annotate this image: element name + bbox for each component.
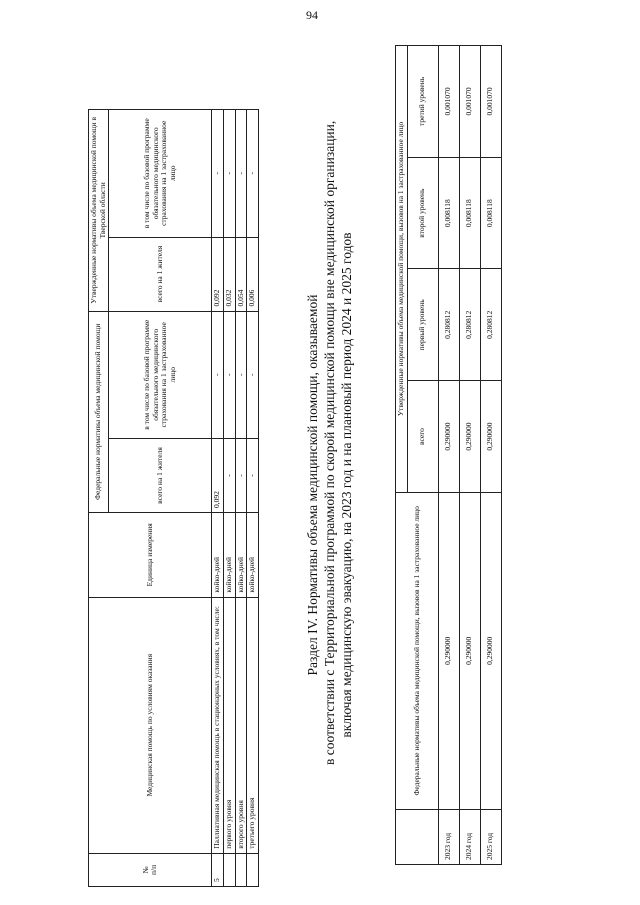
cell-total: 0,290000 bbox=[438, 381, 459, 493]
cell-federal: 0,290000 bbox=[459, 492, 480, 809]
cell-reg-total: 0,032 bbox=[223, 237, 235, 311]
table-row bbox=[438, 46, 459, 865]
cell-total: 0,290000 bbox=[480, 381, 501, 493]
cell-federal: 0,290000 bbox=[480, 492, 501, 809]
header-condition: Медицинская помощь по условиям оказания bbox=[89, 597, 212, 853]
cell-unit: койко-дней bbox=[235, 512, 247, 597]
header-level1: первый уровень bbox=[407, 269, 438, 381]
cell-level3: 0,001070 bbox=[459, 46, 480, 158]
section-title-line: включая медицинскую эвакуацию, на 2023 год и на плановый период 2024 и 2025 годов bbox=[338, 232, 354, 738]
section-title bbox=[305, 120, 356, 765]
cell-fed-basic: - bbox=[247, 311, 259, 439]
cell-fed-basic: - bbox=[212, 311, 224, 439]
section-title-line: Раздел IV. Нормативы объема медицинской помощи, оказываемой bbox=[305, 294, 320, 676]
header-regional-total: всего на 1 жителя bbox=[109, 237, 212, 311]
cell-level3: 0,001070 bbox=[438, 46, 459, 158]
table-row bbox=[459, 46, 480, 865]
cell-level1: 0,280812 bbox=[480, 269, 501, 381]
cell-fed-total: - bbox=[235, 439, 247, 513]
header-regional: Утвержденные нормативы объема медицинской помощи в Тверской области bbox=[89, 110, 109, 312]
cell-condition: второго уровня bbox=[235, 597, 247, 853]
cell-num: 5 bbox=[212, 853, 224, 886]
header-regional-basic: в том числе по базовой программе обязательного медицинского страхования на 1 застрахованное лицо bbox=[109, 110, 212, 238]
cell-year: 2025 год bbox=[480, 809, 501, 864]
cell-reg-total: 0,006 bbox=[247, 237, 259, 311]
cell-level3: 0,001070 bbox=[480, 46, 501, 158]
cell-fed-basic: - bbox=[235, 311, 247, 439]
header-unit: Единица измерения bbox=[89, 512, 212, 597]
page-number: 94 bbox=[306, 8, 318, 22]
header-year bbox=[396, 809, 439, 864]
table-row bbox=[235, 110, 247, 887]
table1-header-row bbox=[89, 110, 109, 887]
cell-reg-total: 0,054 bbox=[235, 237, 247, 311]
cell-reg-basic: - bbox=[212, 110, 224, 238]
cell-year: 2024 год bbox=[459, 809, 480, 864]
header-level2: второй уровень bbox=[407, 157, 438, 269]
cell-fed-total: - bbox=[223, 439, 235, 513]
cell-condition: третьего уровня bbox=[247, 597, 259, 853]
cell-unit: койко-дней bbox=[212, 512, 224, 597]
section-title-line: в соответствии с Территориальной программой по скорой медицинской помощи вне медицинской организации, bbox=[321, 120, 337, 765]
cell-level2: 0,008118 bbox=[480, 157, 501, 269]
header-federal: Федеральные нормативы объема медицинской помощи, вызовов на 1 застрахованное лицо bbox=[396, 492, 439, 809]
header-federal-basic: в том числе по базовой программе обязательного медицинского страхования на 1 застрахованное лицо bbox=[109, 311, 212, 439]
cell-level1: 0,280812 bbox=[438, 269, 459, 381]
table-row bbox=[247, 110, 259, 887]
cell-level2: 0,008118 bbox=[459, 157, 480, 269]
header-total: всего bbox=[407, 381, 438, 493]
cell-reg-basic: - bbox=[235, 110, 247, 238]
table-row bbox=[480, 46, 501, 865]
header-num: № п/п bbox=[89, 853, 212, 886]
cell-level1: 0,280812 bbox=[459, 269, 480, 381]
cell-total: 0,290000 bbox=[459, 381, 480, 493]
cell-num bbox=[247, 853, 259, 886]
cell-reg-basic: - bbox=[247, 110, 259, 238]
header-federal: Федеральные нормативы объема медицинской помощи bbox=[89, 311, 109, 512]
cell-condition: Паллиативная медицинская помощь в стационарных условиях, в том числе: bbox=[212, 597, 224, 853]
cell-num bbox=[235, 853, 247, 886]
cell-fed-total: 0,092 bbox=[212, 439, 224, 513]
cell-fed-basic: - bbox=[223, 311, 235, 439]
header-federal-total: всего на 1 жителя bbox=[109, 439, 212, 513]
cell-unit: койко-дней bbox=[223, 512, 235, 597]
cell-reg-total: 0,092 bbox=[212, 237, 224, 311]
cell-reg-basic: - bbox=[223, 110, 235, 238]
volume-standards-table bbox=[88, 109, 259, 887]
cell-federal: 0,290000 bbox=[438, 492, 459, 809]
cell-fed-total: - bbox=[247, 439, 259, 513]
header-regional: Утвержденные нормативы объема медицинской помощи, вызовов на 1 застрахованное лицо bbox=[396, 46, 408, 493]
table-row bbox=[223, 110, 235, 887]
header-level3: третий уровень bbox=[407, 46, 438, 158]
ambulance-standards-table bbox=[395, 45, 502, 865]
cell-unit: койко-дней bbox=[247, 512, 259, 597]
cell-num bbox=[223, 853, 235, 886]
cell-condition: первого уровня bbox=[223, 597, 235, 853]
cell-year: 2023 год bbox=[438, 809, 459, 864]
cell-level2: 0,008118 bbox=[438, 157, 459, 269]
table-row bbox=[212, 110, 224, 887]
table2-header-row bbox=[396, 46, 408, 865]
